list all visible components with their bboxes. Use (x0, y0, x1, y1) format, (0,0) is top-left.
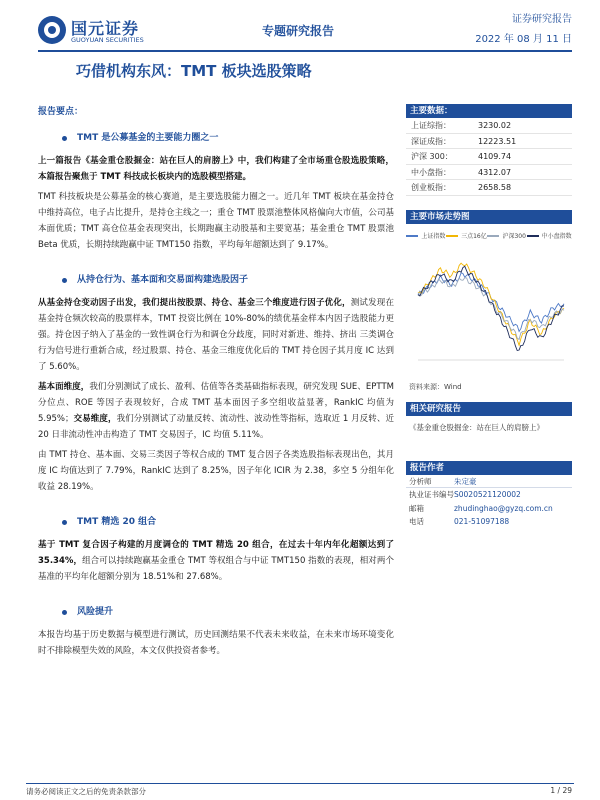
bullet-icon (62, 136, 67, 141)
analyst-key: 邮箱 (409, 503, 424, 513)
analyst-title: 报告作者 (406, 461, 572, 475)
analyst-key: 分析师 (409, 476, 432, 486)
legend-label: 中小盘指数 (541, 233, 572, 240)
paragraph: 本报告均基于历史数据与模型进行测试，历史回测结果不代表未来收益，在未来市场环境变化时不排除模型失效的风险，本文仅供投资者参考。 (38, 630, 394, 656)
legend-item (487, 231, 525, 240)
analyst-row (406, 502, 572, 516)
paragraph: TMT 科技板块是公募基金的核心赛道，是主要选股能力圈之一。近几年 TMT 板块在基金持仓中维持高位，电子占比提升，是持仓主线之一；重仓 TMT 股票池整体风格偏向大市值，公司基本面优质；TMT 高仓位基金表现突出，长期跑赢主动股基和主要宽基；基金重仓 TMT 股票池 Beta 优质，长期持续跑赢中证 TMT150 指数，平均每年超额达到了 9.17%。 (38, 192, 394, 250)
analyst-row (406, 515, 572, 529)
page-title: 巧借机构东风：TMT 板块选股策略 (76, 62, 312, 80)
analyst-key: 执业证书编号 (409, 490, 454, 499)
market-trend-chart (406, 228, 572, 378)
footer-disclaimer: 请务必阅读正文之后的免责条款部分 (26, 787, 146, 796)
chart-source: 资料来源：Wind (409, 382, 462, 391)
index-row (406, 118, 572, 134)
legend-item (406, 231, 445, 240)
sidebar (406, 104, 572, 529)
legend-label: 上证指数 (421, 233, 446, 240)
index-value: 2658.58 (478, 183, 512, 192)
bullet-icon (62, 278, 67, 283)
paragraph: 上一篇报告《基金重仓股掘金：站在巨人的肩膀上》中，我们构建了全市场重仓股选股策略，本篇报告聚焦于 TMT 科技成长板块内的选股模型搭建。 (38, 156, 394, 182)
paragraph: 从基金持仓变动因子出发，我们提出按股票、持仓、基金三个维度进行因子优化，测试发现在基金持仓频次较高的股票样本，TMT 投资比例在 10%-80%的绩优基金样本内因子选股能力更强。持仓因子纳入了基金的一致性调仓行为和调仓分歧度，同时对新进、维持、挤出 三类调仓行为信号进行重新合成，经过股票、持仓、基金三维度优化后的 TMT 持仓因子其月度 IC 达到了 5.60%。 (38, 298, 394, 372)
analyst-key: 电话 (409, 517, 424, 526)
indices-title: 主要数据： (406, 104, 572, 118)
analyst-value: S0020521120002 (454, 490, 521, 499)
index-name: 中小盘指： (411, 167, 451, 177)
summary-label: 报告要点： (38, 107, 84, 117)
legend-label: 沪深300 (502, 233, 526, 240)
header-divider (38, 50, 572, 52)
legend-swatch (527, 235, 539, 237)
chart-plot (406, 244, 572, 372)
company-logo (38, 16, 166, 46)
legend-swatch (487, 235, 499, 237)
analyst-row (406, 488, 572, 502)
index-name: 上证综指： (411, 121, 451, 130)
legend-swatch (406, 235, 418, 237)
summary-column (38, 104, 394, 663)
page-number: 1 / 29 (550, 786, 572, 795)
analyst-value[interactable]: zhudinghao@gyzq.com.cn (454, 503, 553, 513)
series-line (418, 277, 564, 339)
section-heading: 风险提升 (38, 604, 394, 620)
legend-label: 三点16亿 (461, 233, 487, 240)
paragraph: 由 TMT 持仓、基本面、交易三类因子等权合成的 TMT 复合因子各类选股指标表现出色，其月度 IC 均值达到了 7.79%，RankIC 达到了 8.25%，因子年化 ICIR 为 2.38，多空 5 分组年化收益 28.19%。 (38, 450, 394, 492)
index-row (406, 165, 572, 181)
indices-table (406, 118, 572, 196)
index-row (406, 180, 572, 196)
bullet-icon (62, 520, 67, 525)
legend-item (527, 231, 572, 240)
index-value: 4312.07 (478, 167, 512, 177)
report-brand: 证券研究报告 (512, 14, 572, 25)
series-line (418, 266, 564, 350)
bullet-icon (62, 610, 67, 615)
index-row (406, 134, 572, 150)
index-row (406, 149, 572, 165)
index-value: 12223.51 (478, 136, 517, 146)
trend-title: 主要市场走势图 (406, 210, 572, 224)
section-heading: 从持仓行为、基本面和交易面构建选股因子 (38, 272, 394, 288)
index-name: 创业板指： (411, 183, 451, 192)
index-name: 深证成指： (411, 136, 451, 146)
report-date: 2022 年 08 月 11 日 (475, 34, 572, 45)
index-value: 3230.02 (478, 121, 512, 130)
section-heading: TMT 是公募基金的主要能力圈之一 (38, 130, 394, 146)
related-title: 相关研究报告 (406, 402, 572, 416)
analyst-info (406, 475, 572, 529)
chart-legend (406, 228, 572, 244)
report-type: 专题研究报告 (262, 24, 335, 38)
analyst-value: 朱定豪 (454, 476, 477, 486)
analyst-row (406, 475, 572, 489)
logo-text-en: GUOYUAN SECURITIES (71, 36, 144, 44)
paragraph: 基于 TMT 复合因子构建的月度调仓的 TMT 精选 20 组合，在过去十年内年化超额达到了 35.34%，组合可以持续跑赢基金重仓 TMT 等权组合与中证 TMT150 指数的表现，相对两个基准的平均年化超额分别为 18.51%和 27.68%。 (38, 540, 394, 582)
legend-item (446, 231, 487, 240)
paragraph: 基本面维度，我们分别测试了成长、盈利、估值等各类基础指标表现，研究发现 SUE、EPTTM 分位点、ROE 等因子表现较好，合成 TMT 基本面因子多空组收益显著，RankIC 均值为 5.95%；交易维度，我们分别测试了动量反转、流动性、波动性等指标，选取近 1 月反转、近 20 日非流动性冲击构造了 TMT 交易因子，IC 均值 5.11%。 (38, 382, 394, 440)
analyst-value: 021-51097188 (454, 517, 510, 526)
related-report-link[interactable]: 《基金重仓股掘金：站在巨人的肩膀上》 (409, 422, 544, 432)
logo-text-cn: 国元证券 (71, 19, 140, 38)
legend-swatch (446, 235, 458, 237)
logo-mark-icon (38, 16, 66, 44)
section-heading: TMT 精选 20 组合 (38, 514, 394, 530)
index-name: 沪深 300： (411, 152, 453, 161)
index-value: 4109.74 (478, 152, 512, 161)
footer-divider (26, 783, 574, 784)
